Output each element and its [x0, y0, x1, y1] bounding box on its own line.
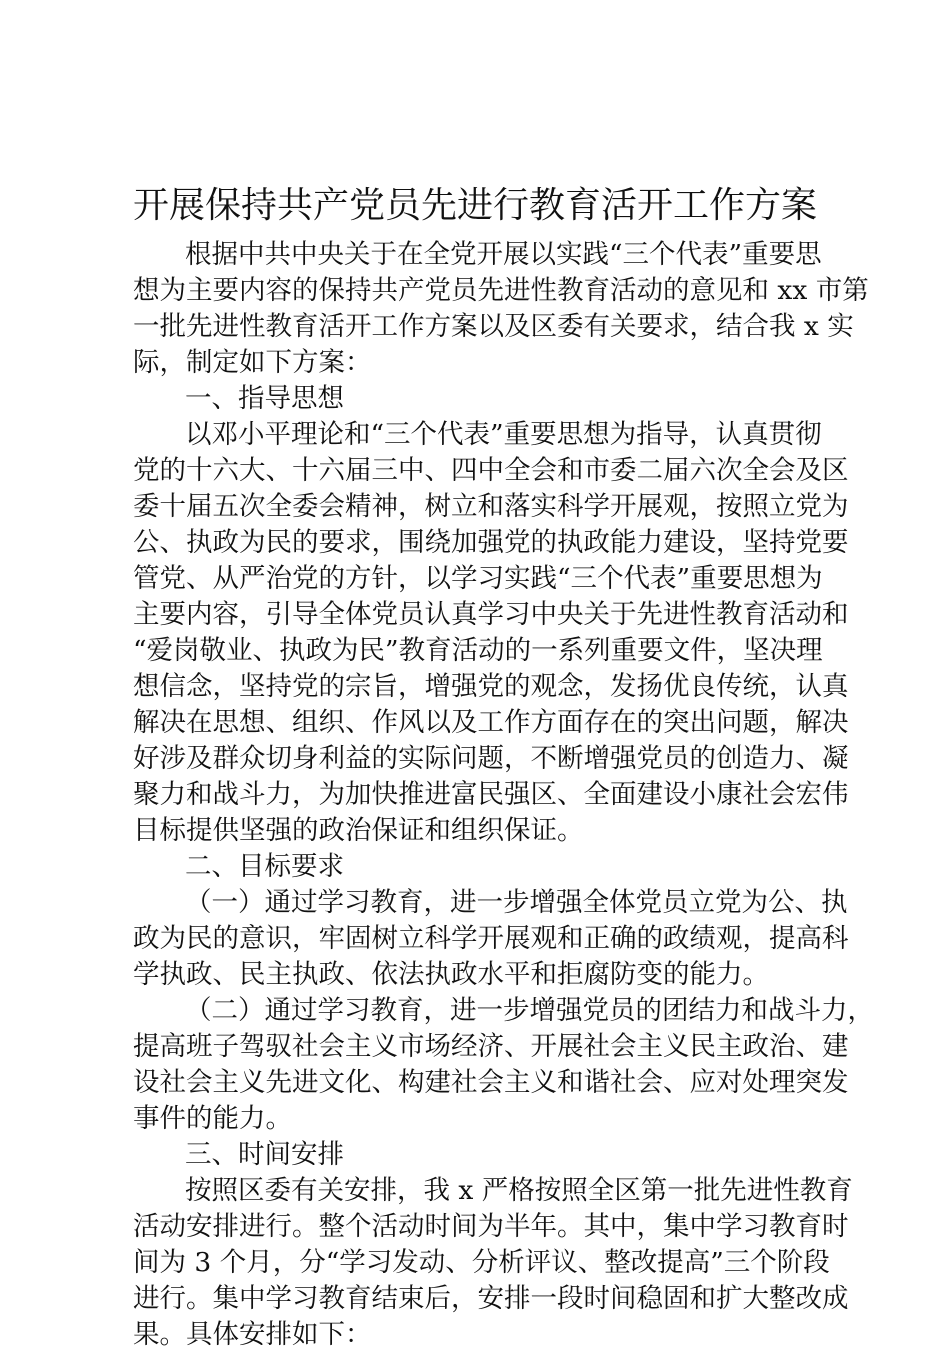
text-line: 委十届五次全委会精神，树立和落实科学开展观，按照立党为	[133, 491, 849, 522]
text-line: 际，制定如下方案：	[133, 347, 372, 378]
text-line: 好涉及群众切身利益的实际问题，不断增强党员的创造力、凝	[133, 743, 849, 774]
text-line: 活动安排进行。整个活动时间为半年。其中，集中学习教育时	[133, 1211, 849, 1242]
text-line: 设社会主义先进文化、构建社会主义和谐社会、应对处理突发	[133, 1067, 849, 1098]
text-line: （二）通过学习教育，进一步增强党员的团结力和战斗力，	[185, 995, 874, 1026]
text-line: 事件的能力。	[133, 1103, 292, 1134]
section-heading: 一、指导思想	[185, 383, 344, 414]
text-line: 聚力和战斗力，为加快推进富民强区、全面建设小康社会宏伟	[133, 779, 849, 810]
section-heading: 二、目标要求	[185, 851, 344, 882]
text-line: 提高班子驾驭社会主义市场经济、开展社会主义民主政治、建	[133, 1031, 849, 1062]
text-line: 目标提供坚强的政治保证和组织保证。	[133, 815, 584, 846]
text-line: 想信念，坚持党的宗旨，增强党的观念，发扬优良传统，认真	[133, 671, 849, 702]
text-line: “爱岗敬业、执政为民”教育活动的一系列重要文件，坚决理	[133, 635, 823, 666]
text-line: 公、执政为民的要求，围绕加强党的执政能力建设，坚持党要	[133, 527, 849, 558]
text-line: 一批先进性教育活开工作方案以及区委有关要求，结合我 x 实	[133, 311, 854, 342]
text-line: 按照区委有关安排，我 x 严格按照全区第一批先进性教育	[185, 1175, 853, 1206]
text-line: 管党、从严治党的方针，以学习实践“三个代表”重要思想为	[133, 563, 823, 594]
section-heading: 三、时间安排	[185, 1139, 344, 1170]
text-line: 学执政、民主执政、依法执政水平和拒腐防变的能力。	[133, 959, 769, 990]
text-line: 想为主要内容的保持共产党员先进性教育活动的意见和 xx 市第	[133, 275, 869, 306]
text-line: 主要内容，引导全体党员认真学习中央关于先进性教育活动和	[133, 599, 849, 630]
text-line: 进行。集中学习教育结束后，安排一段时间稳固和扩大整改成	[133, 1283, 849, 1314]
document-title: 开展保持共产党员先进行教育活开工作方案	[132, 185, 817, 226]
text-line: 以邓小平理论和“三个代表”重要思想为指导，认真贯彻	[185, 419, 822, 450]
text-line: 间为 3 个月，分“学习发动、分析评议、整改提高”三个阶段	[133, 1247, 830, 1278]
text-line: 党的十六大、十六届三中、四中全会和市委二届六次全会及区	[133, 455, 849, 486]
text-line: （一）通过学习教育，进一步增强全体党员立党为公、执	[185, 887, 848, 918]
text-line: 解决在思想、组织、作风以及工作方面存在的突出问题，解决	[133, 707, 849, 738]
text-line: 根据中共中央关于在全党开展以实践“三个代表”重要思	[185, 239, 822, 270]
text-line: 政为民的意识，牢固树立科学开展观和正确的政绩观，提高科	[133, 923, 849, 954]
text-line: 果。具体安排如下：	[133, 1319, 372, 1350]
